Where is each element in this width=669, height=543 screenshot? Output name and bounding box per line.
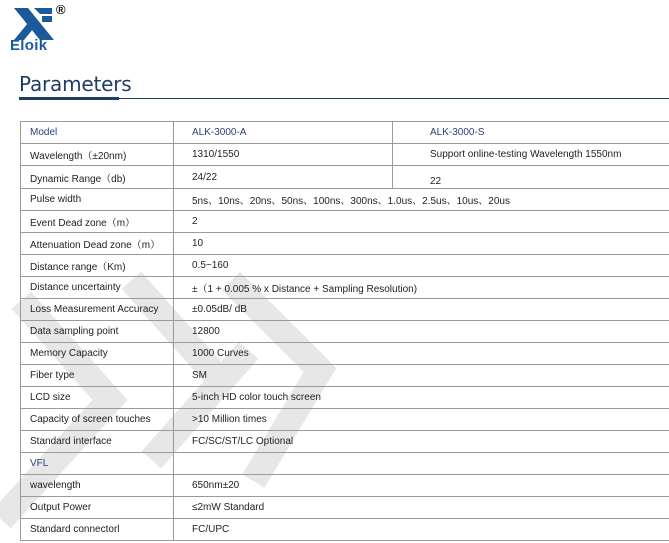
row-value: 650nm±20 — [174, 475, 669, 497]
title-underline — [19, 97, 119, 100]
row-value: FC/SC/ST/LC Optional — [174, 431, 669, 453]
specifications-table — [20, 121, 669, 541]
table-row — [21, 233, 669, 255]
table-row — [21, 475, 669, 497]
table-row — [21, 343, 669, 365]
row-value: 5-inch HD color touch screen — [174, 387, 669, 409]
table-row — [21, 277, 669, 299]
header-model-a: ALK-3000-A — [174, 122, 393, 144]
row-label: Loss Measurement Accuracy — [21, 299, 174, 321]
row-label: Distance range（Km) — [21, 255, 174, 277]
table-row — [21, 519, 669, 541]
registered-mark: ® — [56, 2, 66, 17]
row-label: Dynamic Range（db) — [21, 166, 174, 189]
row-label: Standard connectorl — [21, 519, 174, 541]
row-value: ±（1 + 0.005 % x Distance + Sampling Resolution) — [174, 277, 669, 299]
row-label: Standard interface — [21, 431, 174, 453]
table-section-row — [21, 453, 669, 475]
row-value: 12800 — [174, 321, 669, 343]
brand-logo — [8, 2, 78, 58]
table-row — [21, 255, 669, 277]
table-row — [21, 365, 669, 387]
row-value: 10 — [174, 233, 669, 255]
eloik-logo-mark-icon — [12, 8, 56, 40]
brand-name: Eloik — [10, 37, 48, 54]
row-label: Wavelength（±20nm) — [21, 144, 174, 166]
row-label: Output Power — [21, 497, 174, 519]
row-label: Memory Capacity — [21, 343, 174, 365]
row-label: Event Dead zone（m） — [21, 211, 174, 233]
header-model-b: ALK-3000-S — [393, 122, 669, 144]
row-label: Data sampling point — [21, 321, 174, 343]
row-label: Attenuation Dead zone（m） — [21, 233, 174, 255]
title-rule — [119, 98, 669, 99]
section-empty-cell — [174, 453, 669, 475]
row-label: Fiber type — [21, 365, 174, 387]
table-row — [21, 321, 669, 343]
table-row — [21, 211, 669, 233]
table-row — [21, 189, 669, 211]
row-value-a: 1310/1550 — [174, 144, 393, 166]
row-value: ±0.05dB/ dB — [174, 299, 669, 321]
page-title: Parameters — [19, 72, 132, 96]
table-row — [21, 497, 669, 519]
table-row — [21, 144, 669, 166]
table-row — [21, 431, 669, 453]
table-row — [21, 166, 669, 189]
row-value-a: 24/22 — [174, 166, 393, 189]
row-value: FC/UPC — [174, 519, 669, 541]
table-header-row — [21, 122, 669, 144]
row-value: 5ns、10ns、20ns、50ns、100ns、300ns、1.0us、2.5us、10us、20us — [174, 189, 669, 211]
row-value: 0.5~160 — [174, 255, 669, 277]
row-label: LCD size — [21, 387, 174, 409]
row-value: 1000 Curves — [174, 343, 669, 365]
table-row — [21, 299, 669, 321]
row-label: Capacity of screen touches — [21, 409, 174, 431]
header-label: Model — [21, 122, 174, 144]
row-value-b: 22 — [393, 166, 669, 189]
row-label: wavelength — [21, 475, 174, 497]
row-value-b: Support online-testing Wavelength 1550nm — [393, 144, 669, 166]
row-value: 2 — [174, 211, 669, 233]
table-row — [21, 387, 669, 409]
row-value: SM — [174, 365, 669, 387]
table-row — [21, 409, 669, 431]
row-value: >10 Million times — [174, 409, 669, 431]
row-label: Pulse width — [21, 189, 174, 211]
row-label: Distance uncertainty — [21, 277, 174, 299]
row-value: ≤2mW Standard — [174, 497, 669, 519]
section-label-vfl: VFL — [21, 453, 174, 475]
